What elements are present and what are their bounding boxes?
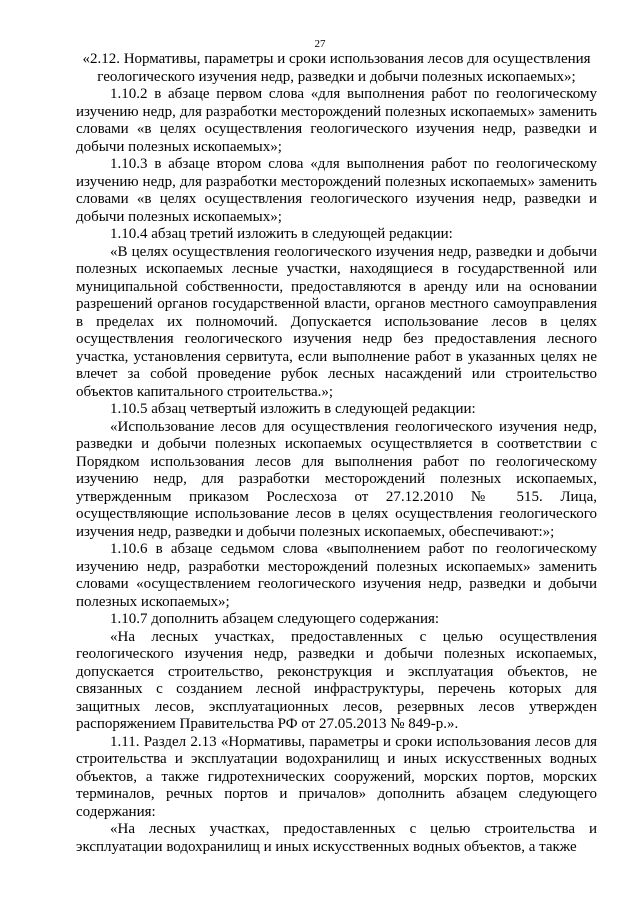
paragraph-quote-forest-plots: «На лесных участках, предоставленных с целью осуществления геологического изучения недр, разведки и добычи полезных ископаемых, допускается строительство, реконструкция и эксплуатация объектов, не связанных с созданием лесной инфраструктуры, перечень которых для защитных лесов, эксплуатационных лесов, резервных лесов утвержден распоряжением Правительства РФ от 27.05.2013 № 849-р.». xyxy=(76,628,597,732)
paragraph-quote-reservoirs: «На лесных участках, предоставленных с целью строительства и эксплуатации водохранилищ и иных искусственных водных объектов, а также xyxy=(76,821,597,855)
paragraph-1-10-3: 1.10.3 в абзаце втором слова «для выполнения работ по геологическому изучению недр, для разработки месторождений полезных ископаемых» заменить словами «в целях осуществления геологического изучения недр, разведки и добычи полезных ископаемых»; xyxy=(76,156,597,225)
document-body xyxy=(76,51,597,856)
section-heading: «2.12. Нормативы, параметры и сроки использования лесов для осуществления геологического изучения недр, разведки и добычи полезных ископаемых»; xyxy=(82,51,591,85)
paragraph-quote-geology: «В целях осуществления геологического изучения недр, разведки и добычи полезных ископаемых лесные участки, находящиеся в государственной или муниципальной собственности, предоставляются в аренду или на основании разрешений органов государственной власти, органов местного самоуправления в пределах их полномочий. Допускается использование лесов в целях осуществления геологического изучения недр без предоставления лесного участка, установления сервитута, если выполнение работ в указанных целях не влечет за собой проведение рубок лесных насаждений или строительство объектов капитального строительства.»; xyxy=(76,243,597,400)
paragraph-1-10-6: 1.10.6 в абзаце седьмом слова «выполнением работ по геологическому изучению недр, разработки месторождений полезных ископаемых» заменить словами «осуществлением геологического изучения недр, разведки и добычи полезных ископаемых»; xyxy=(76,541,597,610)
paragraph-quote-forest-use: «Использование лесов для осуществления геологического изучения недр, разведки и добычи полезных ископаемых осуществляется в соответствии с Порядком использования лесов для выполнения работ по геологическому изучению недр, для разработки месторождений полезных ископаемых, утвержденным приказом Рослесхоза от 27.12.2010 № 515. Лица, осуществляющие использование лесов в целях осуществления геологического изучения недр, разведки и добычи полезных ископаемых, обеспечивают:»; xyxy=(76,418,597,540)
paragraph-1-10-2: 1.10.2 в абзаце первом слова «для выполнения работ по геологическому изучению недр, для разработки месторождений полезных ископаемых» заменить словами «в целях осуществления геологического изучения недр, разведки и добычи полезных ископаемых»; xyxy=(76,86,597,155)
paragraph-1-10-5: 1.10.5 абзац четвертый изложить в следующей редакции: xyxy=(110,401,476,417)
page-number: 27 xyxy=(314,38,326,50)
paragraph-1-10-4: 1.10.4 абзац третий изложить в следующей редакции: xyxy=(110,226,453,242)
paragraph-1-10-7: 1.10.7 дополнить абзацем следующего содержания: xyxy=(110,611,440,627)
paragraph-1-11: 1.11. Раздел 2.13 «Нормативы, параметры и сроки использования лесов для строительства и эксплуатации водохранилищ и иных искусственных водных объектов, а также гидротехнических сооружений, морских портов, морских терминалов, речных портов и причалов» дополнить абзацем следующего содержания: xyxy=(76,733,597,820)
